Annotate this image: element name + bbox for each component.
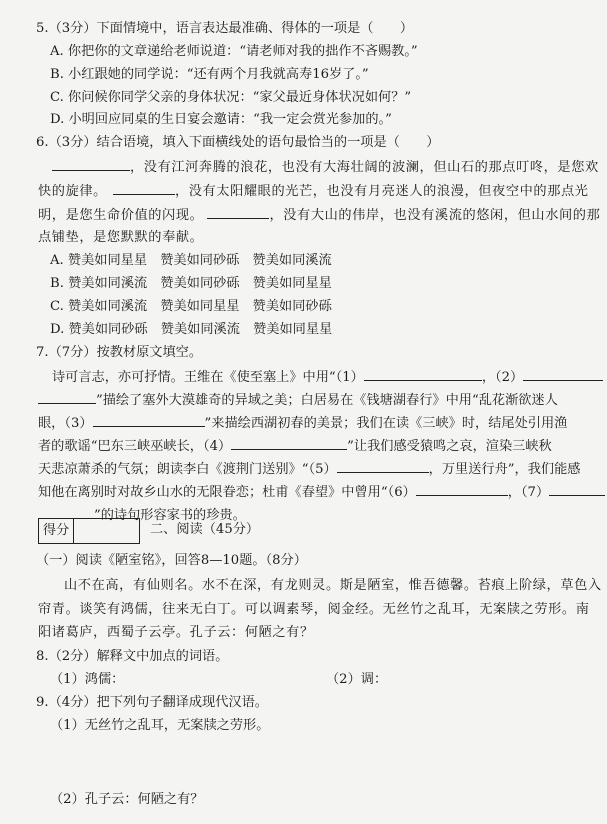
question-9-item-1: （1）无丝竹之乱耳，无案牍之劳形。: [50, 718, 270, 733]
answer-blank[interactable]: [549, 483, 605, 496]
fill-text: ”描绘了塞外大漠雄奇的异域之美；白居易在《钱塘湖春行》中用“乱花渐欲迷人: [96, 393, 558, 408]
question-6-option-a: A. 赞美如同星星 赞美如同砂砾 赞美如同溪流: [50, 253, 332, 268]
question-6-passage-line: [38, 182, 589, 200]
answer-blank[interactable]: [52, 158, 130, 171]
section-title: 二、阅读（45分）: [150, 522, 260, 537]
fill-text: ”的诗句形容家书的珍贵。: [94, 508, 246, 523]
question-5-option-a: A. 你把你的文章递给老师说道：“请老师对我的拙作不吝赐教。”: [50, 44, 418, 59]
fill-text: ，万里送行舟”，我们能感: [428, 462, 581, 477]
reading-heading: （一）阅读《陋室铭》，回答8—10题。（8分）: [36, 553, 307, 568]
answer-blank[interactable]: [364, 368, 482, 381]
reading-passage-line: 山不在高，有仙则名。水不在深，有龙则灵。斯是陋室，惟吾德馨。苔痕上阶绿，草色入: [64, 578, 602, 593]
reading-passage-line: 阳诸葛庐，西蜀子云亭。孔子云：何陋之有？: [38, 625, 314, 640]
passage-text: 快的旋律。: [38, 184, 107, 199]
fill-text: ”来描绘西湖初春的美景；我们在读《三峡》时，结尾处引用渔: [204, 416, 568, 431]
question-6-option-c: C. 赞美如同溪流 赞美如同星星 赞美如同砂砾: [50, 299, 332, 314]
fill-text: ，（2）: [481, 370, 524, 385]
question-5-option-b: B. 小红跟她的同学说：“还有两个月我就高寿16岁了。”: [50, 67, 369, 82]
question-6-option-d: D. 赞美如同砂砾 赞美如同溪流 赞美如同星星: [50, 322, 333, 337]
passage-text: 明，是您生命价值的闪现。: [38, 208, 204, 223]
question-6-passage-line: 点铺垫，是您默默的奉献。: [38, 230, 204, 245]
fill-text: ，（7）: [507, 485, 550, 500]
question-5-stem: 5.（3分）下面情境中，语言表达最准确、得体的一项是（ ）: [36, 21, 414, 36]
question-7-stem: 7.（7分）按教材原文填空。: [36, 345, 203, 360]
question-9-stem: 9.（4分）把下列句子翻译成现代汉语。: [36, 695, 268, 710]
passage-text: ，没有江河奔腾的浪花，也没有大海壮阔的波澜，但山石的那点叮咚，是您欢: [130, 160, 599, 175]
question-6-option-b: B. 赞美如同溪流 赞美如同砂砾 赞美如同星星: [50, 276, 332, 291]
answer-blank[interactable]: [523, 368, 603, 381]
question-7-line: [38, 483, 605, 501]
question-5-option-d: D. 小明回应同桌的生日宴会邀请：“我一定会赏光参加的。”: [50, 112, 392, 127]
question-7-line: [52, 368, 603, 386]
question-8-item-2: （2）调：: [326, 672, 388, 687]
question-7-line: [38, 437, 552, 455]
question-5-option-c: C. 你问候你同学父亲的身体状况：“家父最近身体状况如何？”: [50, 90, 412, 105]
answer-blank[interactable]: [38, 391, 96, 404]
fill-text: 眼，（3）: [38, 416, 93, 431]
question-7-line: [38, 414, 567, 432]
passage-text: ，没有太阳耀眼的光芒，也没有月亮迷人的浪漫，但夜空中的那点光: [174, 184, 589, 199]
question-6-stem: 6.（3分）结合语境，填入下面横线处的语句最恰当的一项是（ ）: [36, 135, 440, 150]
answer-blank[interactable]: [416, 483, 508, 496]
question-8-stem: 8.（2分）解释文中加点的词语。: [36, 649, 229, 664]
answer-blank[interactable]: [93, 414, 205, 427]
question-6-passage-line: [38, 206, 600, 224]
fill-text: 者的歌谣“巴东三峡巫峡长，（4）: [38, 439, 232, 454]
fill-text: 诗可言志，亦可抒情。王维在《使至塞上》中用“（1）: [52, 370, 364, 385]
answer-blank[interactable]: [207, 206, 269, 219]
score-box: [38, 518, 140, 544]
answer-blank[interactable]: [337, 460, 429, 473]
reading-passage-line: 帘青。谈笑有鸿儒，往来无白丁。可以调素琴，阅金经。无丝竹之乱耳，无案牍之劳形。南: [38, 602, 590, 617]
question-6-passage-line: [52, 158, 599, 176]
fill-text: 天悲凉萧杀的气氛；朗读李白《渡荆门送别》“（5）: [38, 462, 337, 477]
answer-blank[interactable]: [113, 182, 175, 195]
question-7-line: [38, 460, 580, 478]
fill-text: 知他在离别时对故乡山水的无限眷恋；杜甫《春望》中曾用“（6）: [38, 485, 416, 500]
question-8-item-1: （1）鸿儒：: [50, 672, 125, 687]
question-9-item-2: （2）孔子云：何陋之有？: [50, 792, 204, 807]
score-field[interactable]: [74, 519, 139, 543]
passage-text: ，没有大山的伟岸，也没有溪流的悠闲，但山水间的那: [269, 208, 601, 223]
score-label: 得分: [39, 519, 74, 543]
question-7-line: [38, 391, 558, 409]
answer-blank[interactable]: [231, 437, 347, 450]
fill-text: ”让我们感受猿鸣之哀，渲染三峡秋: [347, 439, 552, 454]
